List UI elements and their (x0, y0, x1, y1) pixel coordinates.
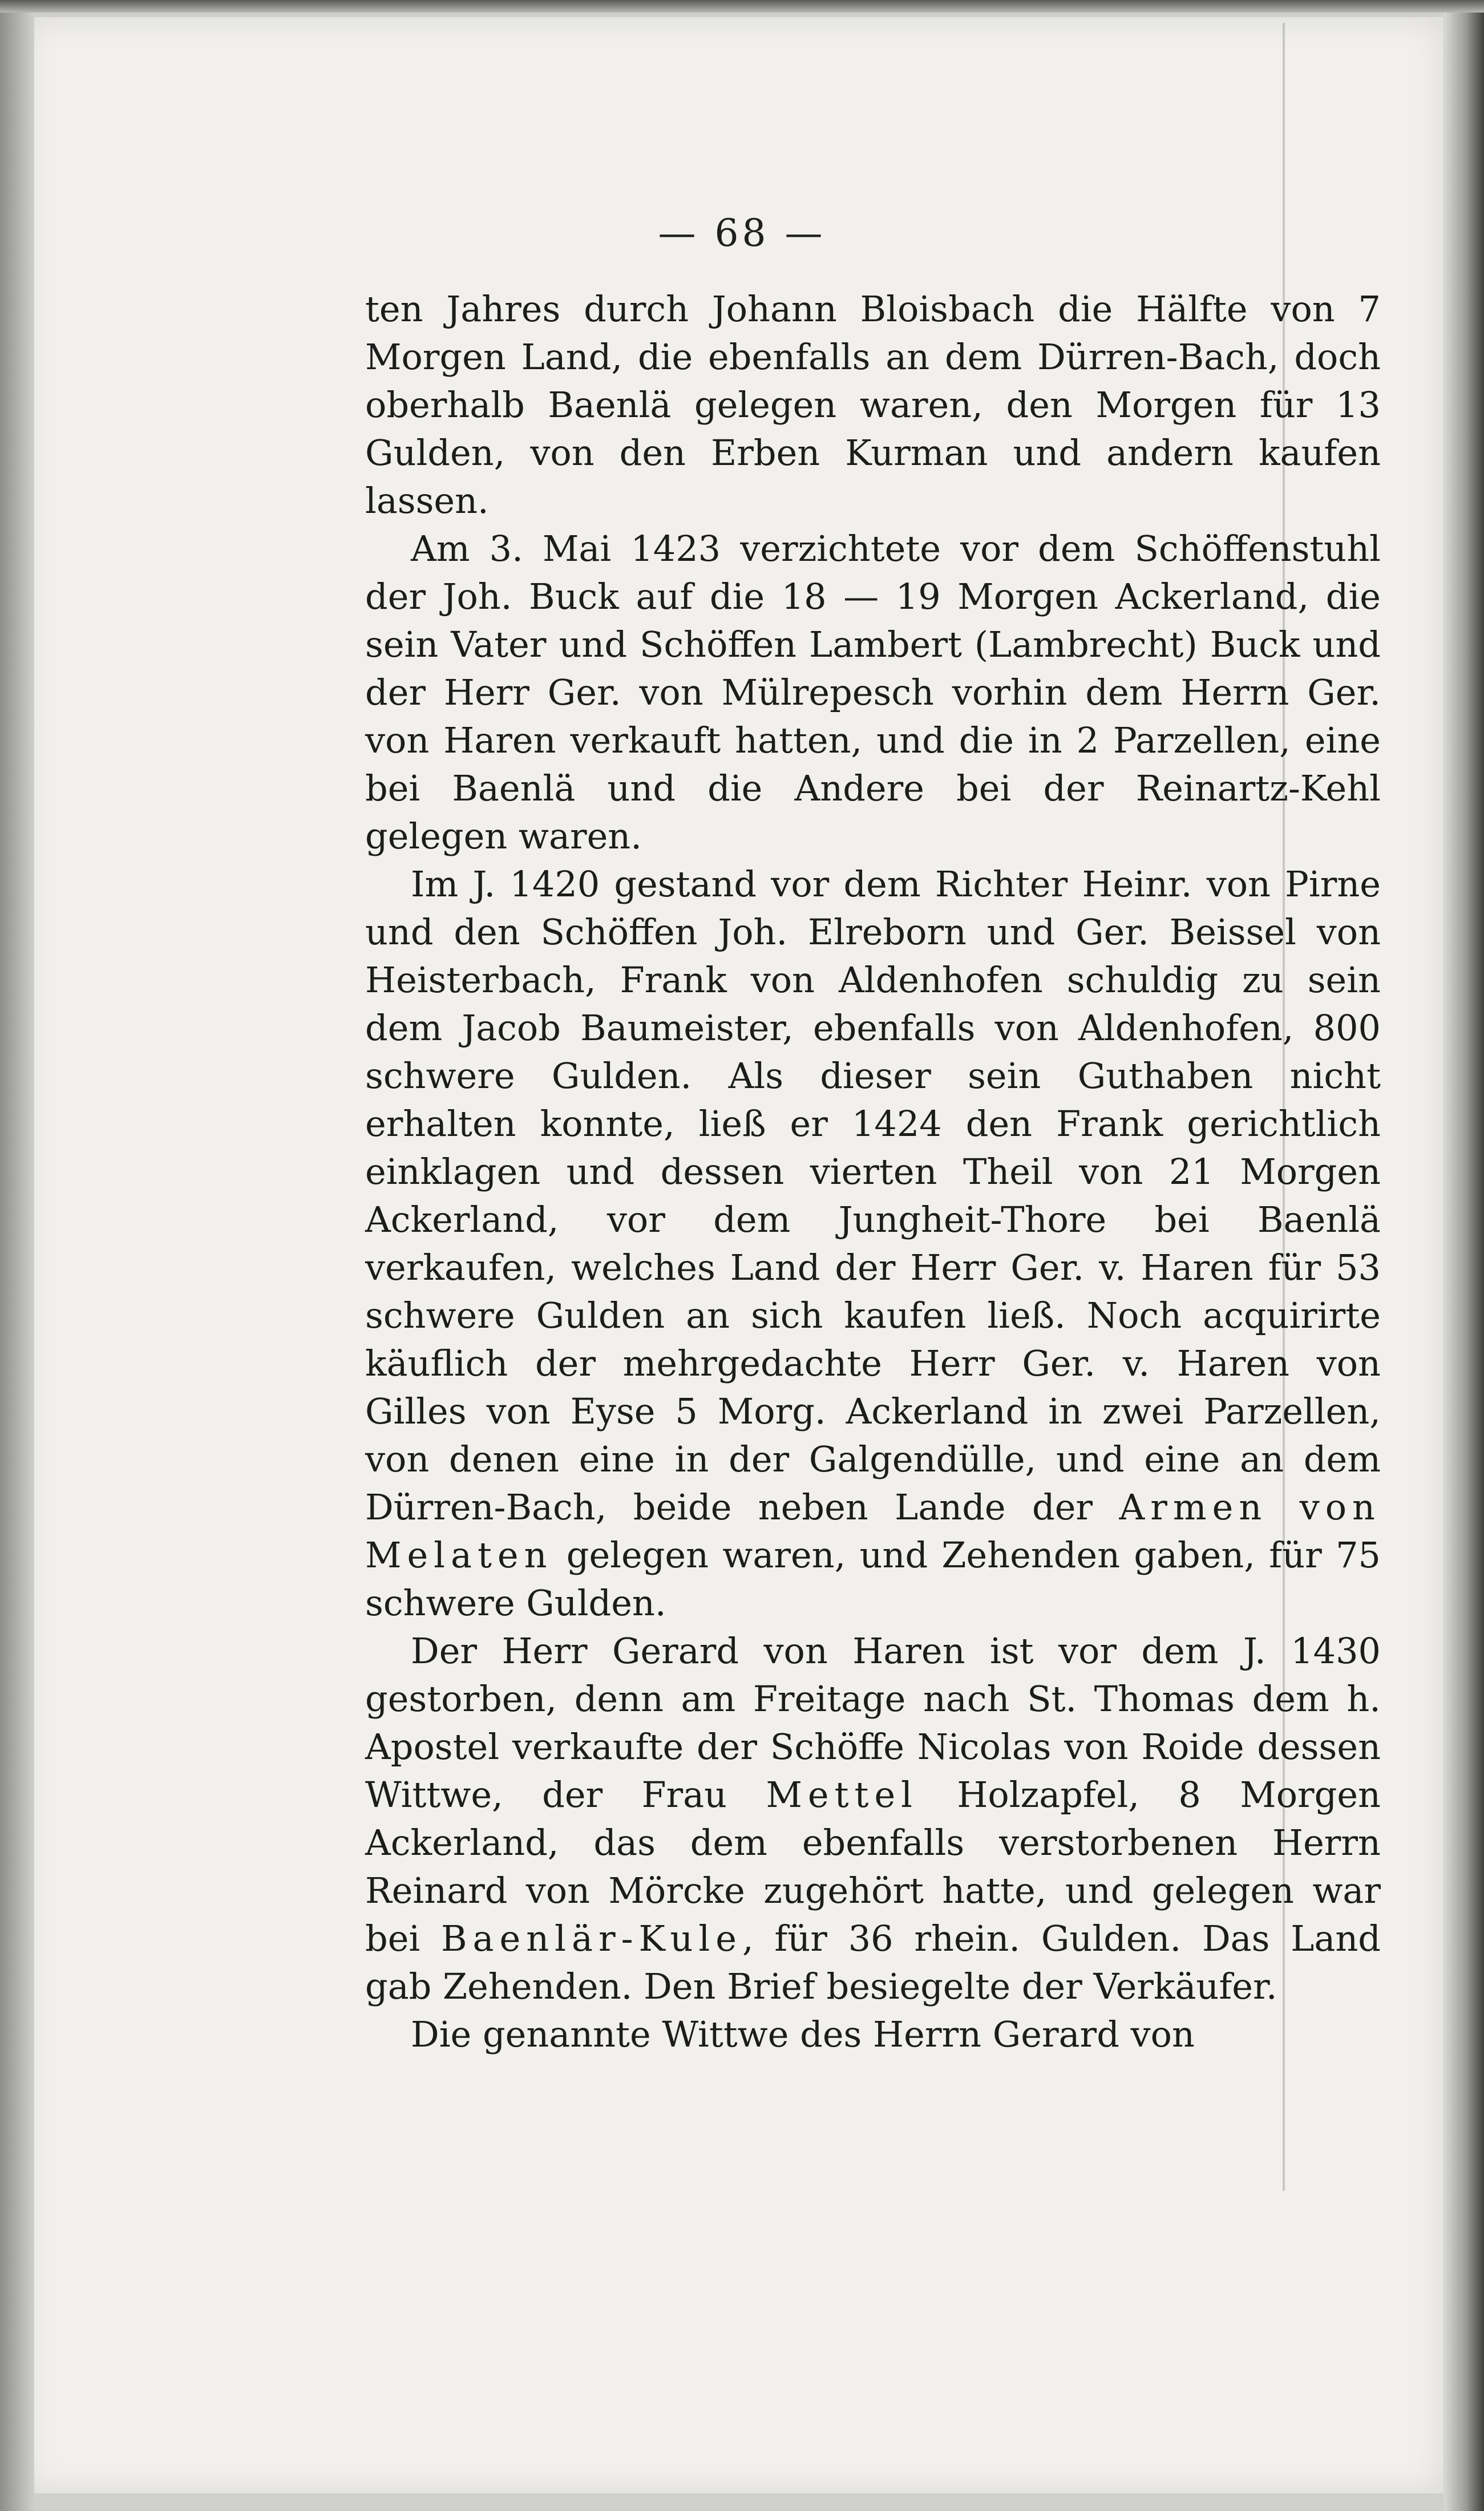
mettel: Mettel (766, 1774, 918, 1815)
paragraph-4-start: Der Herr Gerard von Haren ist vor dem J. 1430 gestorben, denn am Freitage nach St. Thomas dem h. Apostel verkaufte der Schöffe Nicolas von Roide dessen Wittwe, der Frau (365, 1630, 1381, 1815)
paragraph-4 (365, 1627, 1381, 2011)
paragraph-4-middle: Holzapfel, 8 Morgen Ackerland, das dem ebenfalls verstorbenen Herrn Reinard von Mörcke zugehört hatte, und gelegen war bei (365, 1774, 1381, 1959)
baenlaer-kule: Baenlär-Kule (441, 1918, 742, 1959)
page-left-edge (0, 0, 34, 2511)
paragraph-3-end: gelegen waren, und Zehenden gaben, für 75 schwere Gulden. (365, 1534, 1381, 1624)
page-right-edge (1444, 0, 1484, 2511)
paragraph-5: Die genannte Wittwe des Herrn Gerard von (411, 2013, 1195, 2055)
paragraph-4-end: , für 36 rhein. Gulden. Das Land gab Zehenden. Den Brief besiegelte der Verkäufer. (365, 1918, 1381, 2007)
body-text (365, 285, 1381, 2059)
paragraph-3 (365, 860, 1381, 1627)
page-number: — 68 — (658, 211, 826, 255)
page-top-edge (0, 0, 1484, 13)
paragraph-3-main: Im J. 1420 gestand vor dem Richter Heinr. von Pirne und den Schöffen Joh. Elreborn und Ger. Beissel von Heisterbach, Frank von Aldenhofen schuldig zu sein dem Jacob Baumeister, ebenfalls von Aldenhofen, 800 schwere Gulden. Als dieser sein Guthaben nicht erhalten konnte, ließ er 1424 den Frank gerichtlich einklagen und dessen vierten Theil von 21 Morgen Ackerland, vor dem Jungheit-Thore bei Baenlä verkaufen, welches Land der Herr Ger. v. Haren für 53 schwere Gulden an sich kaufen ließ. Noch acquirirte käuflich der mehrgedachte Herr Ger. v. Haren von Gilles von Eyse 5 Morg. Ackerland in zwei Parzellen, von denen eine in der Galgendülle, und eine an dem Dürren-Bach, beide neben Lande der (365, 863, 1381, 1528)
paragraph-2: Am 3. Mai 1423 verzichtete vor dem Schöffenstuhl der Joh. Buck auf die 18 — 19 Morgen Ackerland, die sein Vater und Schöffen Lambert (Lambrecht) Buck und der Herr Ger. von Mülrepesch vorhin dem Herrn Ger. von Haren verkauft hatten, und die in 2 Parzellen, eine bei Baenlä und die Andere bei der Reinartz-Kehl gelegen waren. (365, 528, 1381, 857)
armen-von-melaten: Armen von Melaten (365, 1486, 1381, 1576)
paragraph-1: ten Jahres durch Johann Bloisbach die Hälfte von 7 Morgen Land, die ebenfalls an dem Dürren-Bach, doch oberhalb Baenlä gelegen waren, den Morgen für 13 Gulden, von den Erben Kurman und andern kaufen lassen. (365, 288, 1381, 521)
